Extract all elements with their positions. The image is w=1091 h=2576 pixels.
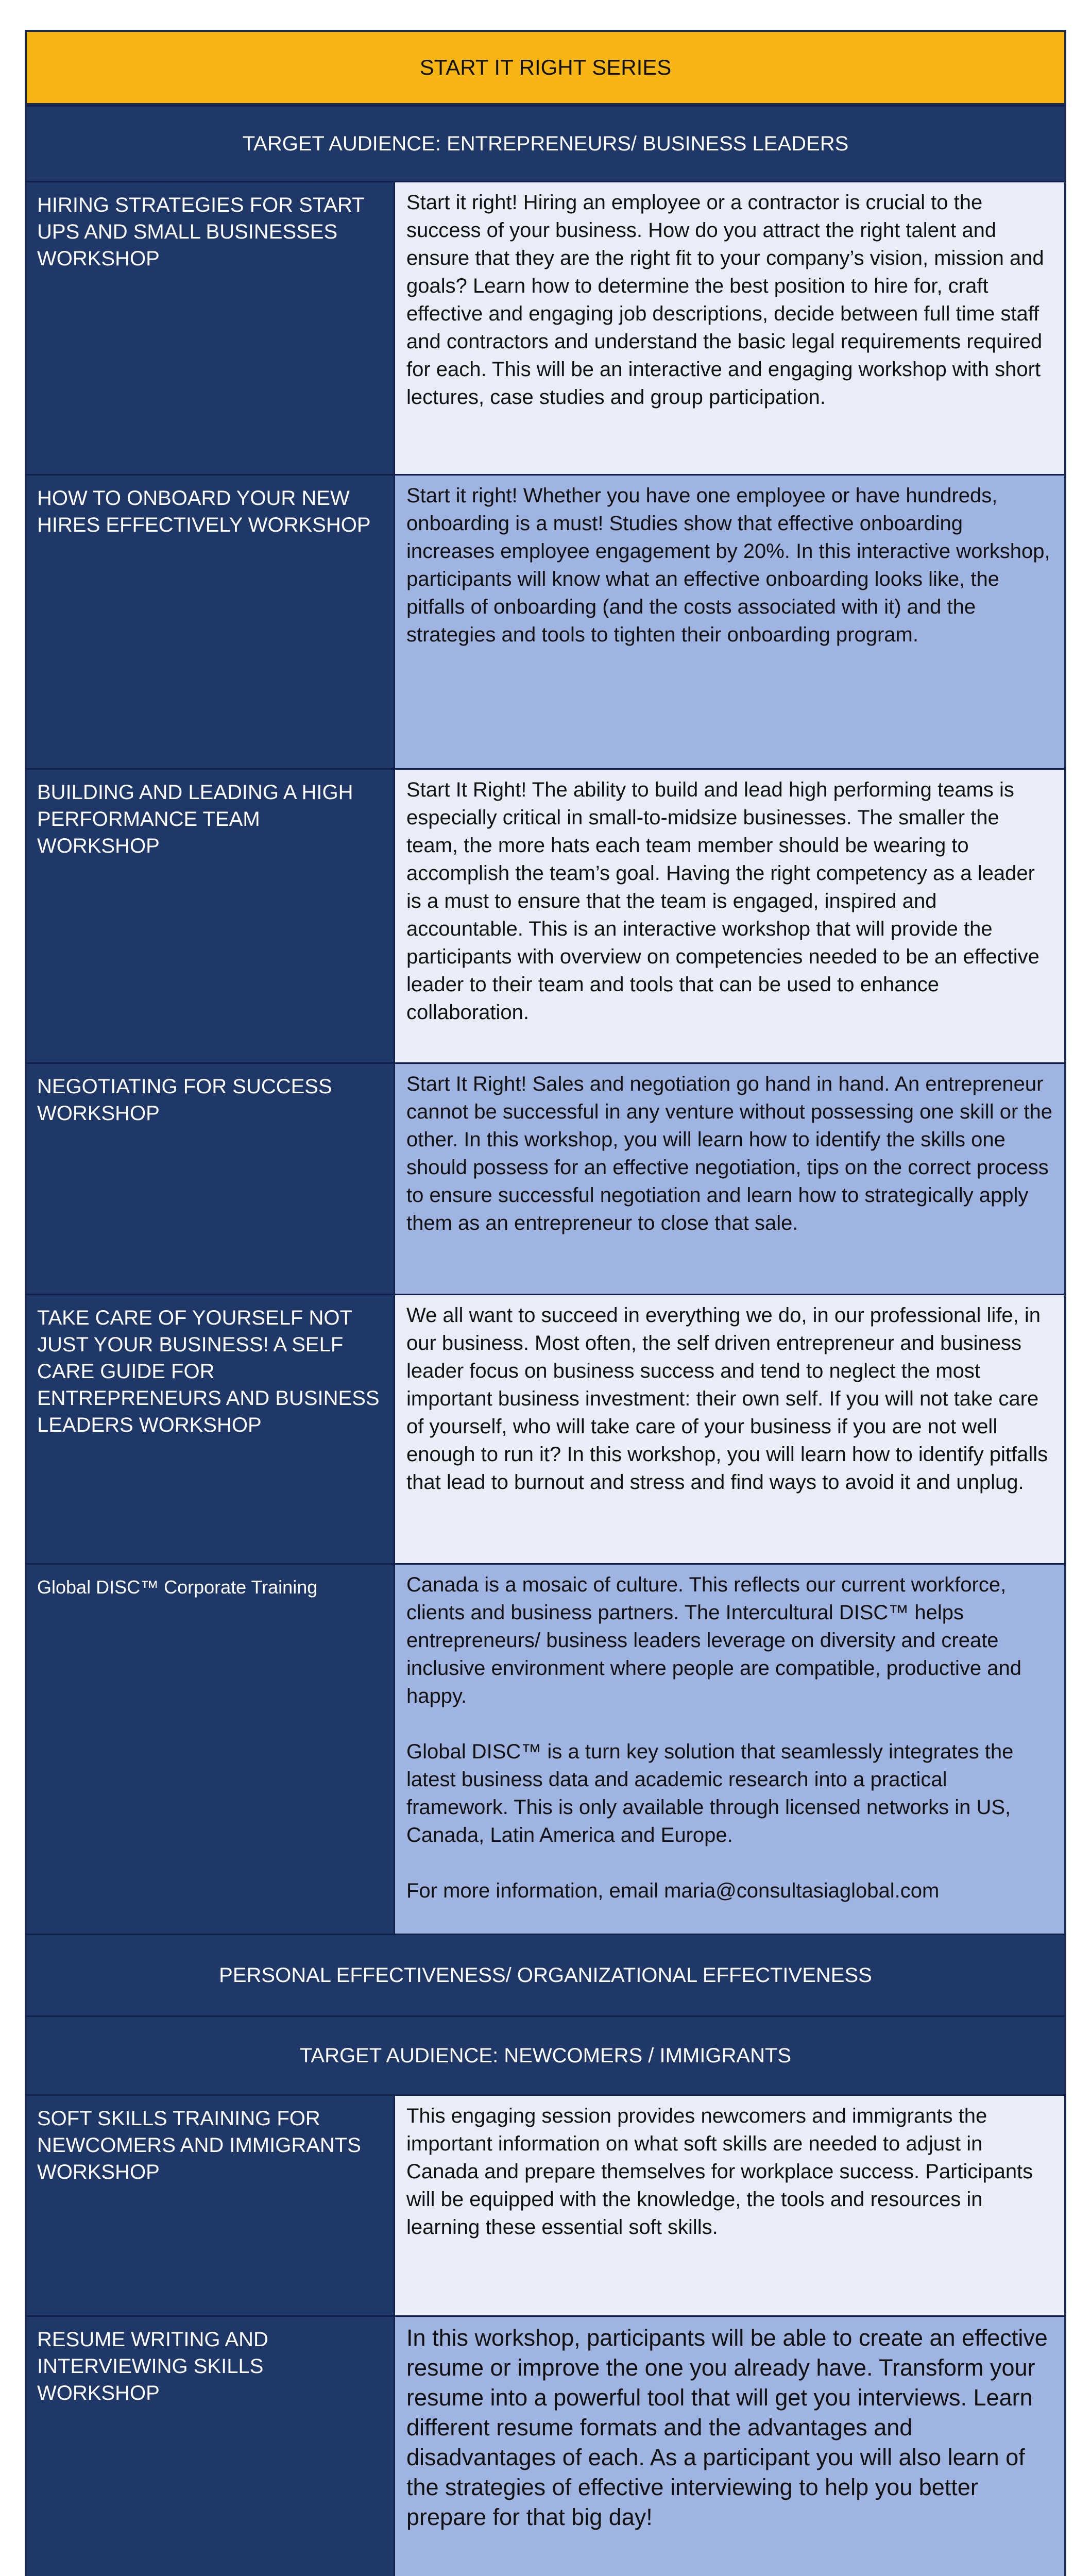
document-page [25, 30, 1066, 2576]
workshop-title: HIRING STRATEGIES FOR START UPS AND SMALL BUSINESSES WORKSHOP [27, 182, 394, 474]
workshop-row [25, 474, 1066, 768]
workshop-title: TAKE CARE OF YOURSELF NOT JUST YOUR BUSINESS! A SELF CARE GUIDE FOR ENTREPRENEURS AND BUSINESS LEADERS WORKSHOP [27, 1295, 394, 1563]
workshop-description: Start It Right! The ability to build and lead high performing teams is especially critical in small-to-midsize businesses. The smaller the team, the more hats each team member should be wearing to accomplish the team’s goal. Having the right competency as a leader is a must to ensure that the team is engaged, inspired and accountable. This is an interactive workshop that will provide the participants with overview on competencies needed to be an effective leader to their team and tools that can be used to enhance collaboration. [394, 770, 1064, 1062]
description-paragraph: Canada is a mosaic of culture. This reflects our current workforce, clients and business partners. The Intercultural DISC™ helps entrepreneurs/ business leaders leverage on diversity and create inclusive environment where people are compatible, productive and happy. [406, 1573, 1022, 1707]
workshop-description: We all want to succeed in everything we do, in our professional life, in our business. Most often, the self driven entrepreneur and business leader focus on business success and tend to neglect the most important business investment: their own self. If you will not take care of yourself, who will take care of your business if you are not well enough to run it? In this workshop, you will learn how to identify pitfalls that lead to burnout and stress and find ways to avoid it and unplug. [394, 1295, 1064, 1563]
workshop-description: This engaging session provides newcomers and immigrants the important information on what soft skills are needed to adjust in Canada and prepare themselves for workplace success. Participants will be equipped with the knowledge, the tools and resources in learning these essential soft skills. [394, 2096, 1064, 2315]
workshop-title: NEGOTIATING FOR SUCCESS WORKSHOP [27, 1064, 394, 1294]
workshop-description: Start it right! Whether you have one employee or have hundreds, onboarding is a must! Studies show that effective onboarding increases employee engagement by 20%. In this interactive workshop, participants will know what an effective onboarding looks like, the pitfalls of onboarding (and the costs associated with it) and the strategies and tools to tighten their onboarding program. [394, 476, 1064, 768]
workshop-description: Start it right! Hiring an employee or a contractor is crucial to the success of your business. How do you attract the right talent and ensure that they are the right fit to your company’s vision, mission and goals? Learn how to determine the best position to hire for, craft effective and engaging job descriptions, decide between full time staff and contractors and understand the basic legal requirements required for each. This will be an interactive and engaging workshop with short lectures, case studies and group participation. [394, 182, 1064, 474]
workshop-description: In this workshop, participants will be able to create an effective resume or improve the one you already have. Transform your resume into a powerful tool that will get you interviews. Learn different resume formats and the advantages and disadvantages of each. As a participant you will also learn of the strategies of effective interviewing to help you better prepare for that big day! [394, 2317, 1064, 2576]
workshop-title: Global DISC™ Corporate Training [27, 1565, 394, 1934]
workshop-description [394, 1565, 1064, 1934]
audience-header-newcomers: TARGET AUDIENCE: NEWCOMERS / IMMIGRANTS [25, 2015, 1066, 2094]
description-paragraph: Global DISC™ is a turn key solution that seamlessly integrates the latest business data and academic research into a practical framework. This is only available through licensed networks in US, Canada, Latin America and Europe. [406, 1740, 1014, 1846]
section-heading-effectiveness: PERSONAL EFFECTIVENESS/ ORGANIZATIONAL EFFECTIVENESS [25, 1934, 1066, 2015]
audience-header-entrepreneurs: TARGET AUDIENCE: ENTREPRENEURS/ BUSINESS LEADERS [25, 105, 1066, 181]
workshop-row [25, 1062, 1066, 1294]
contact-paragraph: For more information, email maria@consultasiaglobal.com [406, 1879, 940, 1902]
workshop-row [25, 1294, 1066, 1563]
workshop-row [25, 2094, 1066, 2315]
workshop-title: RESUME WRITING AND INTERVIEWING SKILLS WORKSHOP [27, 2317, 394, 2576]
workshop-row [25, 768, 1066, 1062]
workshop-row [25, 181, 1066, 474]
workshop-row [25, 1563, 1066, 1934]
workshop-description: Start It Right! Sales and negotiation go hand in hand. An entrepreneur cannot be successful in any venture without possessing one skill or the other. In this workshop, you will learn how to identify the skills one should possess for an effective negotiation, tips on the correct process to ensure successful negotiation and learn how to strategically apply them as an entrepreneur to close that sale. [394, 1064, 1064, 1294]
workshop-title: SOFT SKILLS TRAINING FOR NEWCOMERS AND IMMIGRANTS WORKSHOP [27, 2096, 394, 2315]
workshop-title: BUILDING AND LEADING A HIGH PERFORMANCE TEAM WORKSHOP [27, 770, 394, 1062]
series-banner: START IT RIGHT SERIES [25, 30, 1066, 105]
workshop-row [25, 2315, 1066, 2576]
workshop-title: HOW TO ONBOARD YOUR NEW HIRES EFFECTIVELY WORKSHOP [27, 476, 394, 768]
